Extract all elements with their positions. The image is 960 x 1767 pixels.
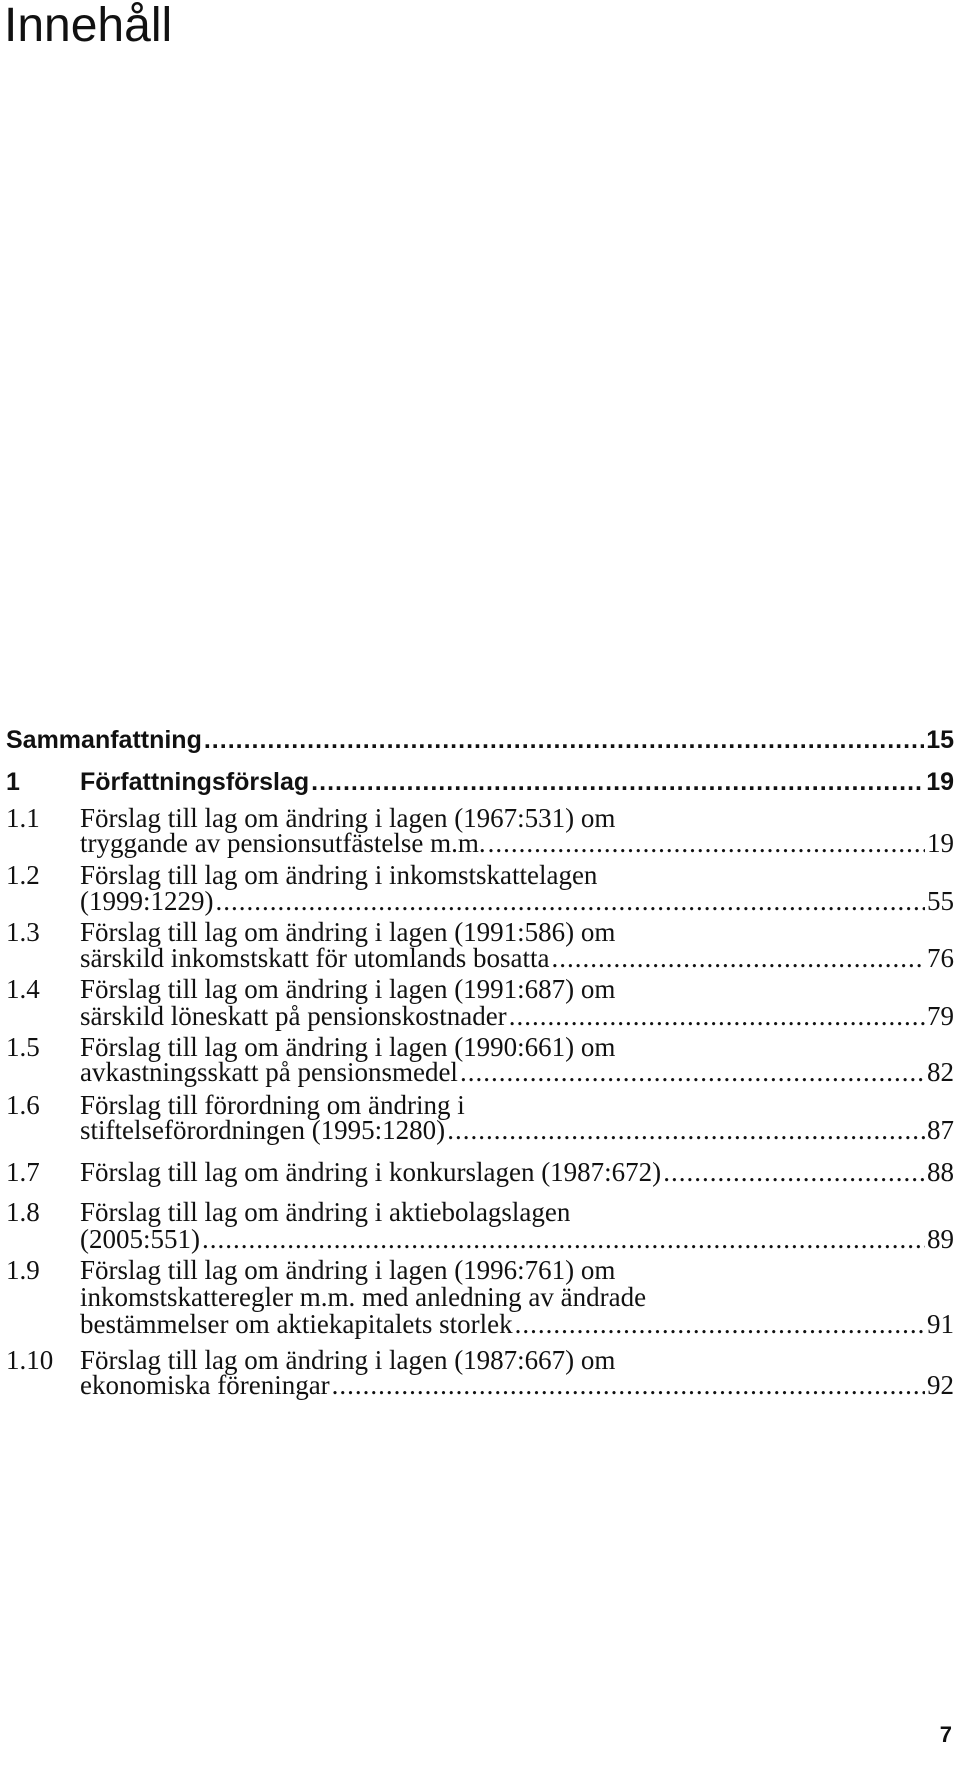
dot-leader xyxy=(204,722,924,758)
toc-entry-title: (2005:551) xyxy=(80,1224,200,1254)
dot-leader xyxy=(515,1306,925,1342)
toc-entry-number: 1.4 xyxy=(6,974,40,1004)
toc-entry-title: ekonomiska föreningar xyxy=(80,1370,330,1400)
toc-entry-number: 1.10 xyxy=(6,1345,54,1375)
toc-entry-title: Förslag till lag om ändring i lagen (1987:667) om xyxy=(80,1345,616,1375)
dot-leader xyxy=(332,1367,925,1403)
toc-page-number: 55 xyxy=(927,886,954,916)
dot-leader xyxy=(663,1154,925,1190)
toc-entry-title: bestämmelser om aktiekapitalets storlek xyxy=(80,1309,513,1339)
toc-entry-number: 1.8 xyxy=(6,1197,40,1227)
toc-entry-title: inkomstskatteregler m.m. med anledning av ändrade xyxy=(80,1282,647,1312)
toc-entry-title: särskild inkomstskatt för utomlands bosatta xyxy=(80,943,550,973)
toc-entry-title: Förslag till lag om ändring i lagen (1996:761) om xyxy=(80,1255,616,1285)
dot-leader xyxy=(311,764,924,800)
toc-entry-number: 1.3 xyxy=(6,917,40,947)
toc-entry-title: Förslag till lag om ändring i lagen (1991:687) om xyxy=(80,974,616,1004)
toc-entry-title: särskild löneskatt på pensionskostnader xyxy=(80,1001,507,1031)
toc-entry-title: Sammanfattning xyxy=(6,726,202,754)
toc-entry-number: 1.5 xyxy=(6,1032,40,1062)
toc-entry-number: 1.6 xyxy=(6,1090,40,1120)
toc-page-number: 88 xyxy=(927,1157,954,1187)
toc-page-number: 91 xyxy=(927,1309,954,1339)
dot-leader xyxy=(460,1054,925,1090)
toc-entry-number: 1.7 xyxy=(6,1157,40,1187)
toc-page-number: 87 xyxy=(927,1115,954,1145)
toc-entry-title: Författningsförslag xyxy=(80,768,310,796)
toc-entry-number: 1.9 xyxy=(6,1255,40,1285)
toc-entry-title: Förslag till lag om ändring i lagen (1990:661) om xyxy=(80,1032,616,1062)
toc-page-number: 15 xyxy=(926,726,954,754)
toc-entry-title: stiftelseförordningen (1995:1280) xyxy=(80,1115,446,1145)
toc-page-number: 92 xyxy=(927,1370,954,1400)
toc-entry-number: 1 xyxy=(6,768,20,796)
toc-entry-title: Förslag till lag om ändring i inkomstskattelagen xyxy=(80,860,598,890)
toc-entry-title: Förslag till lag om ändring i lagen (1991:586) om xyxy=(80,917,616,947)
toc-entry-title: Förslag till lag om ändring i konkurslagen (1987:672) xyxy=(80,1157,662,1187)
toc-entry-number: 1.2 xyxy=(6,860,40,890)
toc-entry-title: Förslag till lag om ändring i aktiebolagslagen xyxy=(80,1197,571,1227)
toc-page-number: 76 xyxy=(927,943,954,973)
toc-page-number: 79 xyxy=(927,1001,954,1031)
toc-entry-title: tryggande av pensionsutfästelse m.m. xyxy=(80,828,486,858)
toc-page-number: 19 xyxy=(926,768,954,796)
toc-entry-title: (1999:1229) xyxy=(80,886,214,916)
toc-page-number: 89 xyxy=(927,1224,954,1254)
toc-entry-title: Förslag till förordning om ändring i xyxy=(80,1090,465,1120)
toc-entry-number: 1.1 xyxy=(6,803,40,833)
dot-leader xyxy=(447,1112,925,1148)
page-title: Innehåll xyxy=(4,0,173,52)
page-number: 7 xyxy=(939,1722,952,1747)
toc-page-number: 19 xyxy=(927,828,954,858)
dot-leader xyxy=(488,825,925,861)
toc-entry-title: Förslag till lag om ändring i lagen (1967:531) om xyxy=(80,803,616,833)
toc-entry-title: avkastningsskatt på pensionsmedel xyxy=(80,1057,458,1087)
toc-page-number: 82 xyxy=(927,1057,954,1087)
